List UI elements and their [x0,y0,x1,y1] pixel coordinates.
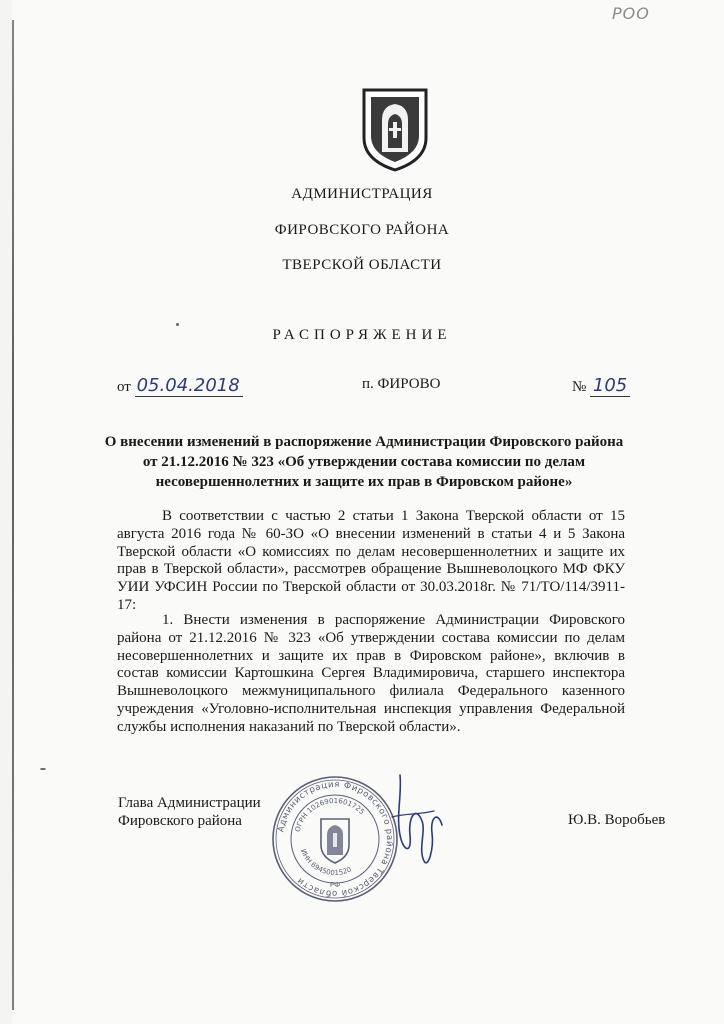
stamp-outer-text: Администрация Фировского района Тверской области [276,779,395,899]
stamp-rf-text: РФ [329,881,341,889]
handwritten-signature [372,765,452,875]
svg-text:ОГРН 1026901601725 [294,797,366,833]
clause-paragraph [117,612,625,737]
document-type: РАСПОРЯЖЕНИЕ [272,327,452,343]
signatory-name: Ю.В. Воробьев [568,812,666,828]
position-line-1: Глава Администрации [118,795,261,811]
org-name-line3: ТВЕРСКОЙ ОБЛАСТИ [282,257,442,273]
signatory-position [118,794,261,830]
number-value: 105 [590,376,630,397]
date-value: 05.04.2018 [135,376,243,397]
org-name-line2: ФИРОВСКОГО РАЙОНА [274,222,450,238]
document-title: О внесении изменений в распоряжение Администрации Фировского района от 21.12.2016 № 323 «Об утверждении состава комиссии по делам несовершеннолетних и защите их прав в Фировском районе» [104,434,624,490]
stamp-ogrn-text: ОГРН 1026901601725 [293,796,366,833]
coat-of-arms-icon [360,86,430,172]
org-name-line1: АДМИНИСТРАЦИЯ [291,186,433,202]
preamble-text: В соответствии с частью 2 статьи 1 Закона Тверской области от 15 августа 2016 года № 60-ЗО «О внесении изменений в статьи 4 и 5 Закона Тверской области «О комиссиях по делам несовершеннолетних и защите их прав в Тверской области», рассмотрев обращение Вышневолоцкого МФ ФКУ УИИ УФСИН России по Тверской области от 30.03.2018г. № 71/ТО/114/3911-17: [117,508,625,613]
preamble-paragraph [117,508,625,615]
date-field [117,376,243,397]
date-label: от [117,379,131,395]
position-line-2: Фировского района [118,813,242,829]
scan-edge-line [12,20,14,1010]
scan-speck [40,768,46,770]
scan-speck [176,323,179,326]
stamp-emblem-icon [321,819,349,863]
number-field [572,376,630,397]
number-label: № [572,379,587,395]
clause-1-text: 1. Внести изменения в распоряжение Администрации Фировского района от 21.12.2016 № 323 «Об утверждении состава комиссии по делам несовершеннолетних и защите их прав в Фировском районе», включив в состав комиссии Картошкина Сергея Владимировича, старшего инспектора Вышневолоцкого межмуниципального филиала Федерального казенного учреждения «Уголовно-исполнительная инспекция управления Федеральной службы исполнения наказаний по Тверской области». [117,612,625,735]
stamp-inn-text: ИНН 6945001520 [298,847,353,878]
place-label: п. ФИРОВО [362,376,441,392]
handwritten-corner-mark: РОО [612,4,650,23]
